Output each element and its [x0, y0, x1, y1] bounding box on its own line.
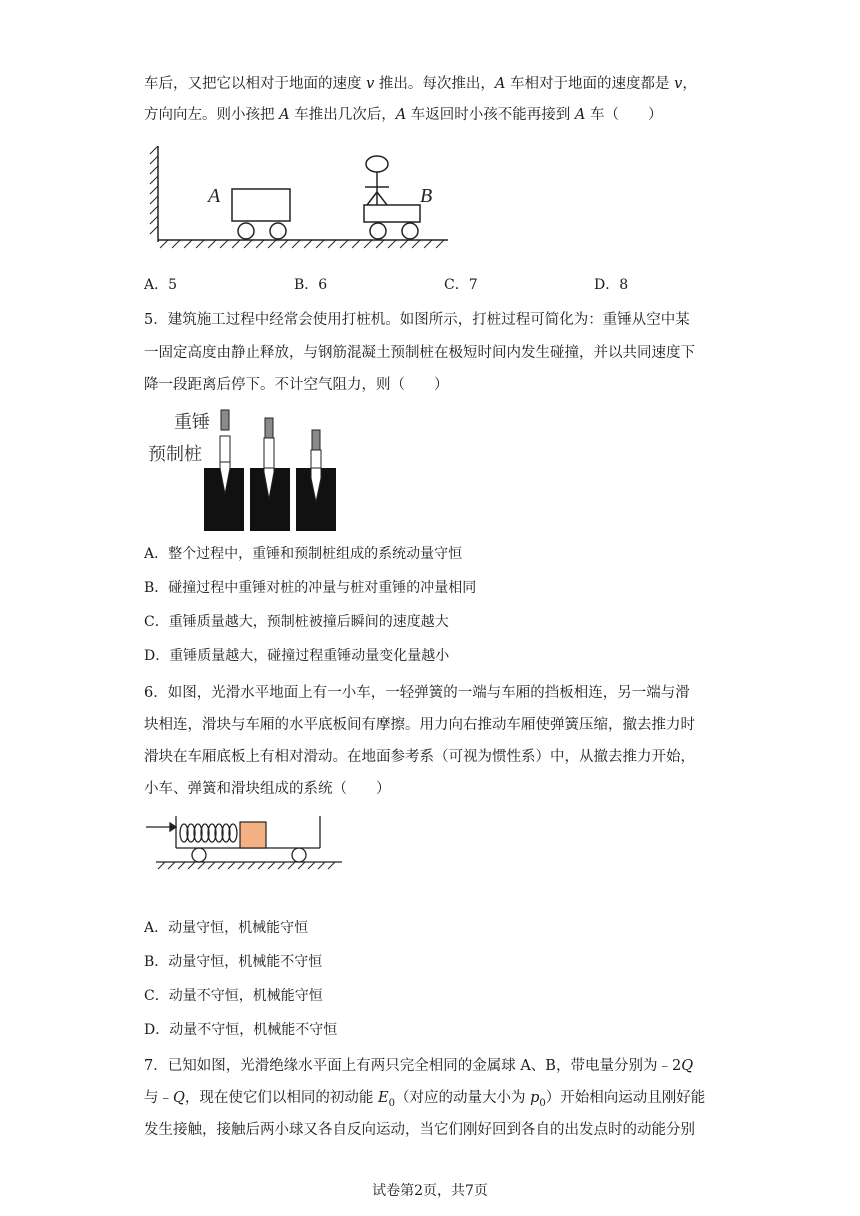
hammer-label: 重锤 [174, 412, 210, 433]
cart-a-wheel [270, 223, 286, 239]
pile [264, 438, 274, 468]
q6-option-a: A．动量守恒，机械能守恒 [144, 920, 309, 936]
q6-text-line-2: 块相连，滑块与车厢的水平底板间有摩擦。用力向右推动车厢使弹簧压缩，撤去推力时 [144, 717, 695, 733]
cart-b-wheel [370, 223, 386, 239]
cart-a-body [232, 189, 290, 221]
q5-option-d: D．重锤质量越大，碰撞过程重锤动量变化量越小 [144, 648, 450, 664]
cart-a-label: A [208, 185, 221, 207]
hammer [221, 410, 229, 430]
q4-text-line-2: 方向向左。则小孩把 A 车推出几次后，A 车返回时小孩不能再接到 A 车（ ） [144, 107, 663, 123]
q5-text-line-3: 降一段距离后停下。不计空气阻力，则（ ） [144, 377, 449, 393]
cart-b-wheel [402, 223, 418, 239]
cart-wheel [292, 848, 306, 862]
q4-option-c: C．7 [444, 277, 478, 293]
q5-option-a: A．整个过程中，重锤和预制桩组成的系统动量守恒 [144, 546, 463, 562]
q6-option-d: D．动量不守恒，机械能不守恒 [144, 1022, 338, 1038]
spring [180, 824, 237, 842]
cart-a-wheel [238, 223, 254, 239]
q4-figure [150, 140, 460, 255]
pile [311, 450, 321, 468]
pile [220, 436, 230, 462]
hammer [265, 418, 273, 438]
slider-block [240, 822, 266, 848]
q4-option-b: B．6 [294, 277, 328, 293]
q4-option-d: D．8 [594, 277, 629, 293]
q7-text-line-3: 发生接触，接触后两小球又各自反向运动，当它们刚好回到各自的出发点时的动能分别 [144, 1122, 695, 1138]
q5-figure [146, 404, 356, 534]
q6-option-b: B．动量守恒，机械能不守恒 [144, 954, 323, 970]
pile-label: 预制桩 [148, 444, 202, 465]
q7-text-line-1: 7．已知如图，光滑绝缘水平面上有两只完全相同的金属球 A、B，带电量分别为﹣2Q [144, 1058, 694, 1074]
q6-text-line-4: 小车、弹簧和滑块组成的系统（ ） [144, 781, 391, 797]
q5-option-c: C．重锤质量越大，预制桩被撞后瞬间的速度越大 [144, 614, 449, 630]
hammer [312, 430, 320, 450]
q6-figure [146, 812, 346, 874]
q4-text-line-1: 车后，又把它以相对于地面的速度 v 推出。每次推出，A 车相对于地面的速度都是 v， [144, 76, 697, 92]
page-footer: 试卷第2页，共7页 [372, 1183, 488, 1199]
q6-text-line-1: 6．如图，光滑水平地面上有一小车，一轻弹簧的一端与车厢的挡板相连，另一端与滑 [144, 685, 690, 701]
q5-text-line-2: 一固定高度由静止释放，与钢筋混凝土预制桩在极短时间内发生碰撞，并以共同速度下 [144, 345, 695, 361]
cart-b-label: B [420, 185, 433, 207]
child-head [366, 156, 388, 172]
cart-wheel [192, 848, 206, 862]
q5-text-line-1: 5．建筑施工过程中经常会使用打桩机。如图所示，打桩过程可简化为：重锤从空中某 [144, 312, 690, 328]
q4-option-a: A．5 [144, 277, 178, 293]
q5-option-b: B．碰撞过程中重锤对桩的冲量与桩对重锤的冲量相同 [144, 580, 477, 596]
cart-b-body [364, 205, 420, 222]
q6-option-c: C．动量不守恒，机械能守恒 [144, 988, 323, 1004]
q6-text-line-3: 滑块在车厢底板上有相对滑动。在地面参考系（可视为惯性系）中，从撤去推力开始， [144, 749, 695, 765]
q7-text-line-2: 与﹣Q，现在使它们以相同的初动能 $E_0$（对应的动量大小为 $p_0$）开始相向运动且刚好能 [144, 1090, 706, 1109]
